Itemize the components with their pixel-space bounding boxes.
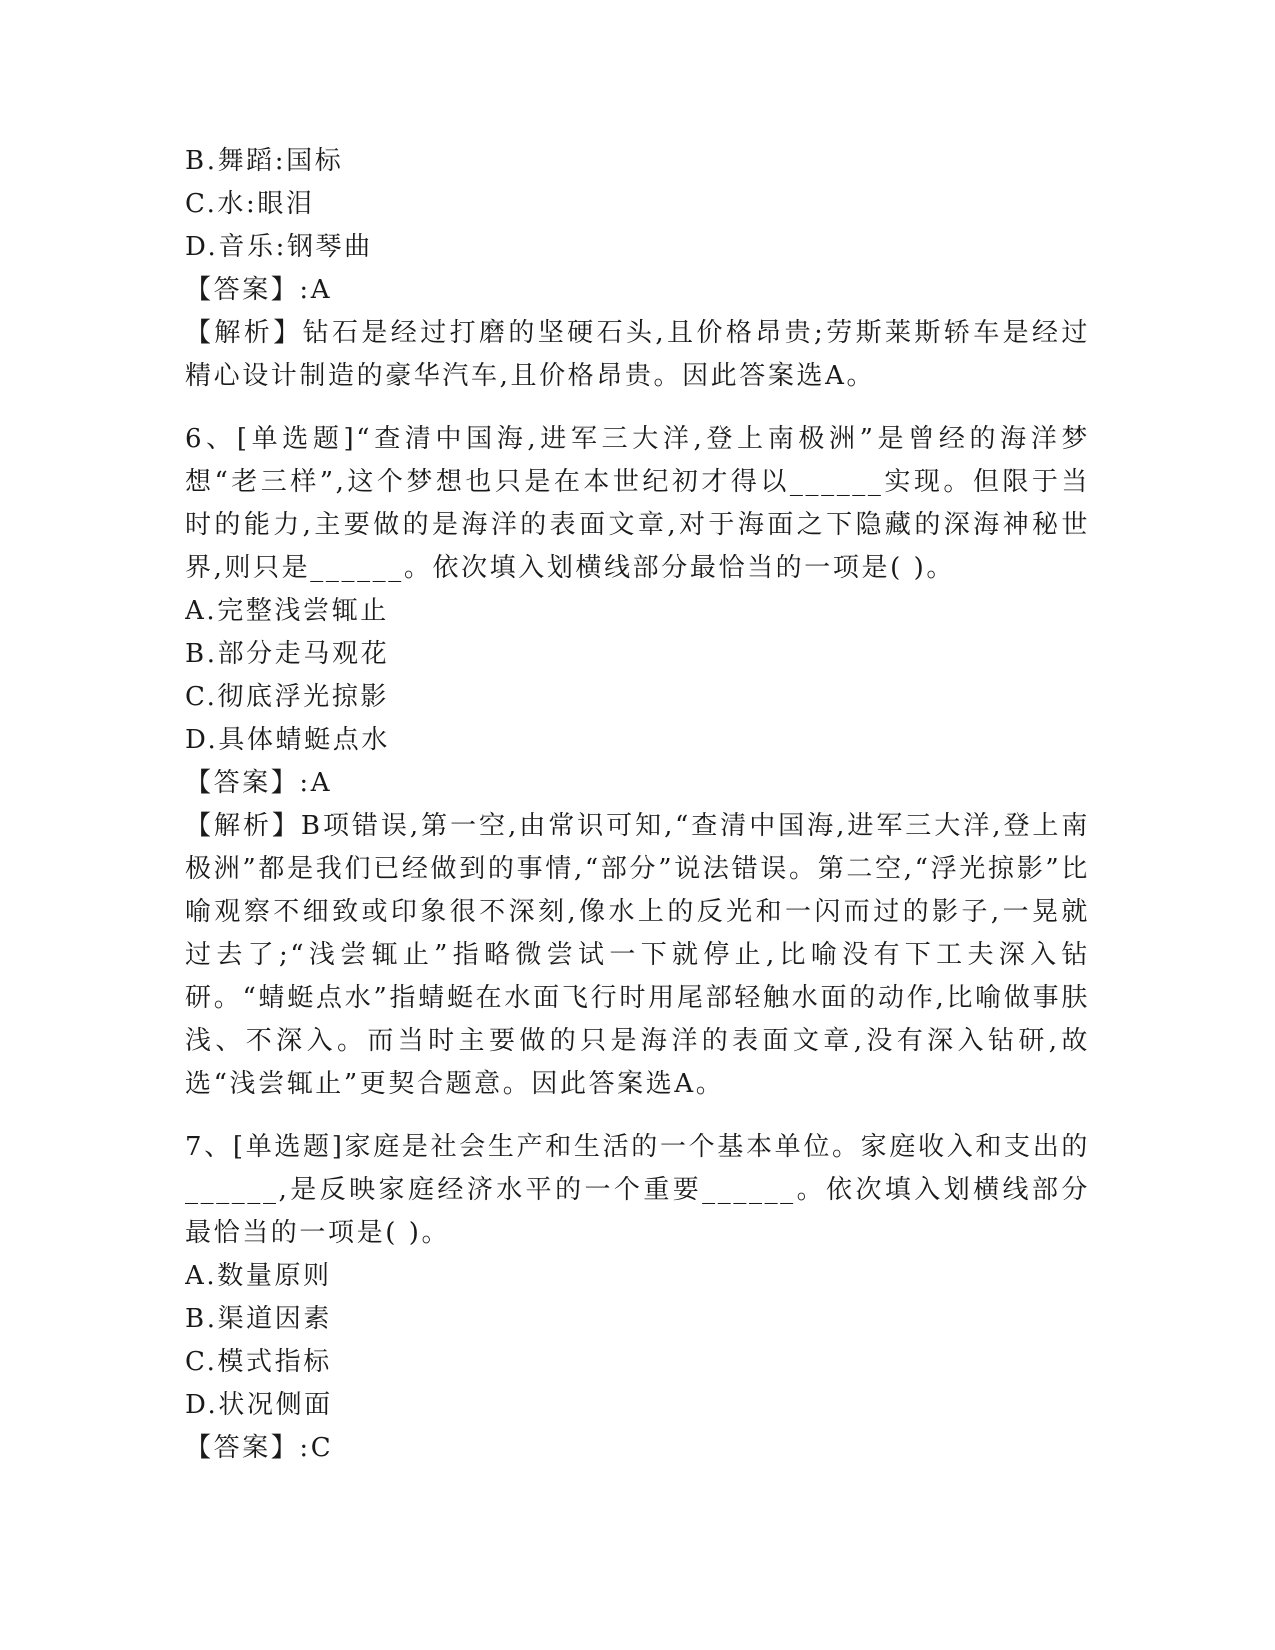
q6-option-c: C.彻底浮光掠影 bbox=[185, 682, 390, 712]
question-5-tail bbox=[185, 140, 1090, 398]
q6-analysis: 【解析】B项错误,第一空,由常识可知,“查清中国海,进军三大洋,登上南极洲”都是我们已经做到的事情,“部分”说法错误。第二空,“浮光掠影”比喻观察不细致或印象很不深刻,像水上的反光和一闪而过的影子,一晃就过去了;“浅尝辄止”指略微尝试一下就停止,比喻没有下工夫深入钻研。“蜻蜓点水”指蜻蜓在水面飞行时用尾部轻触水面的动作,比喻做事肤浅、不深入。而当时主要做的只是海洋的表面文章,没有深入钻研,故选“浅尝辄止”更契合题意。因此答案选A。 bbox=[185, 811, 1090, 1099]
q6-answer: 【答案】:A bbox=[185, 768, 333, 798]
spacer bbox=[185, 1106, 1090, 1126]
question-7 bbox=[185, 1126, 1090, 1470]
q7-option-b: B.渠道因素 bbox=[185, 1304, 332, 1334]
q6-option-b: B.部分走马观花 bbox=[185, 639, 390, 669]
q6-option-d: D.具体蜻蜓点水 bbox=[185, 725, 390, 755]
q6-option-a: A.完整浅尝辄止 bbox=[185, 596, 389, 626]
q6-stem: 6、[单选题]“查清中国海,进军三大洋,登上南极洲”是曾经的海洋梦想“老三样”,这个梦想也只是在本世纪初才得以______实现。但限于当时的能力,主要做的是海洋的表面文章,对于海面之下隐藏的深海神秘世界,则只是______。依次填入划横线部分最恰当的一项是( )。 bbox=[185, 424, 1090, 583]
question-6 bbox=[185, 418, 1090, 1106]
spacer bbox=[185, 398, 1090, 418]
q5-option-d: D.音乐:钢琴曲 bbox=[185, 232, 373, 262]
document-page bbox=[185, 140, 1090, 1470]
q5-option-b: B.舞蹈:国标 bbox=[185, 146, 344, 176]
q7-stem: 7、[单选题]家庭是社会生产和生活的一个基本单位。家庭收入和支出的______,是反映家庭经济水平的一个重要______。依次填入划横线部分最恰当的一项是( )。 bbox=[185, 1132, 1090, 1248]
q7-answer: 【答案】:C bbox=[185, 1433, 334, 1463]
q5-option-c: C.水:眼泪 bbox=[185, 189, 315, 219]
q7-option-d: D.状况侧面 bbox=[185, 1390, 333, 1420]
q7-option-a: A.数量原则 bbox=[185, 1261, 332, 1291]
q5-answer: 【答案】:A bbox=[185, 275, 333, 305]
q7-option-c: C.模式指标 bbox=[185, 1347, 332, 1377]
q5-analysis: 【解析】钻石是经过打磨的坚硬石头,且价格昂贵;劳斯莱斯轿车是经过精心设计制造的豪华汽车,且价格昂贵。因此答案选A。 bbox=[185, 318, 1090, 391]
